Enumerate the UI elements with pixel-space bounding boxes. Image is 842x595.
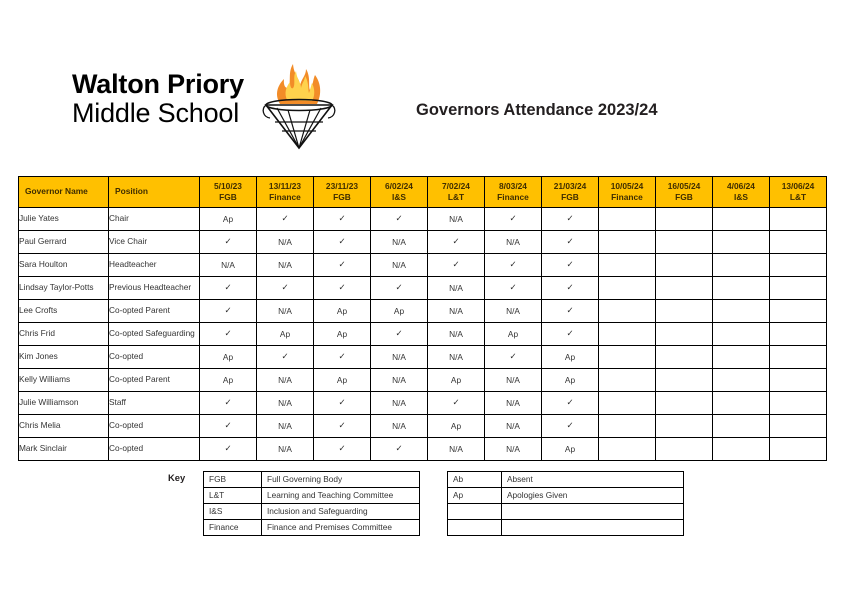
attendance-cell: N/A: [200, 253, 257, 276]
attendance-cell: [371, 207, 428, 230]
check-icon: ✓: [338, 420, 346, 430]
governor-name-cell: Paul Gerrard: [19, 230, 109, 253]
meeting-committee: Finance: [611, 191, 643, 202]
check-icon: ✓: [281, 351, 289, 361]
attendance-cell: Ap: [200, 207, 257, 230]
check-icon: ✓: [338, 351, 346, 361]
column-header-meeting-3: [314, 177, 371, 208]
key-abbreviation: [448, 504, 502, 520]
key-row-committee: [204, 472, 420, 488]
attendance-cell: [371, 437, 428, 460]
attendance-cell: [656, 345, 713, 368]
key-abbreviation: L&T: [204, 488, 262, 504]
attendance-cell: N/A: [485, 368, 542, 391]
attendance-cell: [428, 230, 485, 253]
check-icon: ✓: [281, 282, 289, 292]
attendance-cell: Ap: [542, 437, 599, 460]
attendance-cell: [314, 276, 371, 299]
attendance-cell: [770, 391, 827, 414]
attendance-cell: N/A: [257, 391, 314, 414]
attendance-cell: [656, 276, 713, 299]
attendance-cell: [257, 207, 314, 230]
check-icon: ✓: [566, 236, 574, 246]
attendance-cell: [770, 322, 827, 345]
key-table-attendance-codes: [447, 471, 684, 536]
attendance-cell: N/A: [485, 437, 542, 460]
attendance-cell: [599, 368, 656, 391]
attendance-cell: [656, 299, 713, 322]
attendance-cell: [599, 345, 656, 368]
attendance-cell: N/A: [428, 207, 485, 230]
attendance-cell: [200, 299, 257, 322]
check-icon: ✓: [566, 282, 574, 292]
key-row-committee: [204, 504, 420, 520]
attendance-cell: Ap: [371, 299, 428, 322]
attendance-cell: [656, 368, 713, 391]
governor-position-cell: Staff: [109, 391, 200, 414]
attendance-cell: [713, 391, 770, 414]
key-abbreviation: FGB: [204, 472, 262, 488]
attendance-cell: [713, 299, 770, 322]
key-meaning: Full Governing Body: [262, 472, 420, 488]
key-meaning: Apologies Given: [502, 488, 684, 504]
column-header-position: Position: [109, 177, 200, 208]
check-icon: ✓: [224, 420, 232, 430]
attendance-cell: [599, 207, 656, 230]
school-name-line-2: Middle School: [72, 97, 239, 128]
key-meaning: Absent: [502, 472, 684, 488]
column-header-meeting-11: [770, 177, 827, 208]
attendance-cell: [599, 299, 656, 322]
attendance-cell: N/A: [371, 253, 428, 276]
attendance-cell: [656, 391, 713, 414]
attendance-cell: Ap: [200, 345, 257, 368]
attendance-cell: [770, 253, 827, 276]
key-row-code: [448, 520, 684, 536]
meeting-committee: Finance: [497, 191, 529, 202]
attendance-cell: [314, 414, 371, 437]
attendance-cell: N/A: [257, 230, 314, 253]
attendance-cell: [770, 368, 827, 391]
governor-name-cell: Kelly Williams: [19, 368, 109, 391]
attendance-cell: Ap: [428, 414, 485, 437]
key-meaning: [502, 504, 684, 520]
table-body: [19, 207, 827, 460]
attendance-cell: [656, 414, 713, 437]
attendance-cell: [770, 299, 827, 322]
column-header-meeting-10: [713, 177, 770, 208]
attendance-cell: [599, 322, 656, 345]
attendance-cell: [656, 322, 713, 345]
check-icon: ✓: [338, 213, 346, 223]
attendance-cell: [713, 276, 770, 299]
attendance-cell: [599, 414, 656, 437]
attendance-cell: N/A: [485, 391, 542, 414]
column-header-meeting-2: [257, 177, 314, 208]
key-codes-body: [448, 472, 684, 536]
check-icon: ✓: [224, 397, 232, 407]
attendance-cell: [542, 391, 599, 414]
column-header-meeting-7: [542, 177, 599, 208]
attendance-cell: Ap: [257, 322, 314, 345]
attendance-cell: [542, 230, 599, 253]
check-icon: ✓: [281, 213, 289, 223]
governor-name-cell: Sara Houlton: [19, 253, 109, 276]
attendance-cell: [713, 437, 770, 460]
check-icon: ✓: [395, 282, 403, 292]
check-icon: ✓: [509, 351, 517, 361]
attendance-cell: Ap: [314, 299, 371, 322]
key-table-committees: [203, 471, 420, 536]
check-icon: ✓: [224, 282, 232, 292]
attendance-cell: [200, 322, 257, 345]
meeting-committee: L&T: [447, 191, 465, 202]
check-icon: ✓: [395, 443, 403, 453]
attendance-cell: [542, 253, 599, 276]
attendance-cell: [599, 276, 656, 299]
attendance-cell: [599, 391, 656, 414]
table-row: [19, 391, 827, 414]
check-icon: ✓: [566, 259, 574, 269]
attendance-cell: N/A: [428, 276, 485, 299]
attendance-cell: [542, 276, 599, 299]
meeting-date: 8/03/24: [499, 181, 527, 191]
attendance-cell: [485, 276, 542, 299]
attendance-cell: [599, 437, 656, 460]
attendance-cell: [713, 345, 770, 368]
meeting-date: 21/03/24: [553, 181, 587, 191]
flaming-brazier-logo-icon: [258, 52, 340, 155]
governor-position-cell: Previous Headteacher: [109, 276, 200, 299]
attendance-cell: N/A: [257, 253, 314, 276]
meeting-date: 7/02/24: [442, 181, 470, 191]
table-row: [19, 437, 827, 460]
table-row: [19, 322, 827, 345]
key-row-code: [448, 504, 684, 520]
attendance-cell: [713, 253, 770, 276]
meeting-committee: FGB: [675, 191, 693, 202]
attendance-cell: N/A: [428, 345, 485, 368]
meeting-committee: I&S: [392, 191, 406, 202]
check-icon: ✓: [452, 259, 460, 269]
key-abbreviation: Finance: [204, 520, 262, 536]
table-row: [19, 230, 827, 253]
check-icon: ✓: [338, 259, 346, 269]
check-icon: ✓: [224, 328, 232, 338]
school-branding: [72, 56, 340, 155]
check-icon: ✓: [566, 328, 574, 338]
attendance-cell: [314, 345, 371, 368]
column-header-meeting-6: [485, 177, 542, 208]
check-icon: ✓: [509, 282, 517, 292]
school-name: [72, 56, 244, 127]
meeting-date: 16/05/24: [667, 181, 701, 191]
attendance-cell: [200, 391, 257, 414]
attendance-cell: [314, 391, 371, 414]
key-meaning: Finance and Premises Committee: [262, 520, 420, 536]
column-header-meeting-4: [371, 177, 428, 208]
attendance-cell: [542, 207, 599, 230]
attendance-cell: Ap: [314, 322, 371, 345]
attendance-cell: [770, 230, 827, 253]
attendance-cell: [656, 207, 713, 230]
attendance-cell: [200, 437, 257, 460]
attendance-cell: [428, 391, 485, 414]
check-icon: ✓: [395, 213, 403, 223]
attendance-cell: [257, 276, 314, 299]
attendance-cell: [713, 414, 770, 437]
attendance-cell: [200, 230, 257, 253]
attendance-cell: [656, 230, 713, 253]
attendance-cell: [371, 276, 428, 299]
check-icon: ✓: [224, 305, 232, 315]
attendance-cell: [770, 207, 827, 230]
attendance-cell: N/A: [485, 414, 542, 437]
table-row: [19, 299, 827, 322]
attendance-cell: [314, 207, 371, 230]
attendance-cell: [770, 345, 827, 368]
attendance-cell: Ap: [428, 368, 485, 391]
meeting-committee: L&T: [789, 191, 807, 202]
governor-position-cell: Co-opted: [109, 345, 200, 368]
key-meaning: [502, 520, 684, 536]
column-header-meeting-1: [200, 177, 257, 208]
attendance-cell: [713, 322, 770, 345]
check-icon: ✓: [566, 213, 574, 223]
key-abbreviation: Ab: [448, 472, 502, 488]
attendance-cell: Ap: [200, 368, 257, 391]
attendance-cell: N/A: [371, 391, 428, 414]
column-header-meeting-9: [656, 177, 713, 208]
governor-name-cell: Chris Frid: [19, 322, 109, 345]
key-meaning: Inclusion and Safeguarding: [262, 504, 420, 520]
attendance-cell: [200, 414, 257, 437]
key-row-committee: [204, 488, 420, 504]
attendance-cell: [770, 414, 827, 437]
governor-name-cell: Lindsay Taylor-Potts: [19, 276, 109, 299]
attendance-cell: N/A: [485, 299, 542, 322]
governor-name-cell: Lee Crofts: [19, 299, 109, 322]
attendance-cell: [770, 276, 827, 299]
check-icon: ✓: [395, 328, 403, 338]
attendance-cell: [713, 207, 770, 230]
meeting-committee: Finance: [269, 191, 301, 202]
attendance-cell: [713, 368, 770, 391]
attendance-cell: N/A: [257, 437, 314, 460]
attendance-cell: N/A: [371, 345, 428, 368]
meeting-date: 13/11/23: [268, 181, 302, 191]
governor-name-cell: Kim Jones: [19, 345, 109, 368]
attendance-cell: N/A: [428, 322, 485, 345]
attendance-cell: [314, 437, 371, 460]
key-row-code: [448, 472, 684, 488]
attendance-cell: [257, 345, 314, 368]
key-meaning: Learning and Teaching Committee: [262, 488, 420, 504]
check-icon: ✓: [338, 397, 346, 407]
column-header-meeting-5: [428, 177, 485, 208]
check-icon: ✓: [338, 282, 346, 292]
check-icon: ✓: [452, 236, 460, 246]
check-icon: ✓: [566, 397, 574, 407]
attendance-cell: Ap: [542, 345, 599, 368]
attendance-cell: Ap: [485, 322, 542, 345]
attendance-cell: [713, 230, 770, 253]
governor-position-cell: Headteacher: [109, 253, 200, 276]
attendance-cell: [770, 437, 827, 460]
governor-position-cell: Chair: [109, 207, 200, 230]
governor-name-cell: Mark Sinclair: [19, 437, 109, 460]
meeting-date: 4/06/24: [727, 181, 755, 191]
attendance-cell: [485, 345, 542, 368]
attendance-cell: [485, 207, 542, 230]
attendance-cell: [314, 230, 371, 253]
governor-position-cell: Co-opted Parent: [109, 368, 200, 391]
governor-name-cell: Julie Williamson: [19, 391, 109, 414]
check-icon: ✓: [509, 259, 517, 269]
governors-attendance-table: [18, 176, 827, 461]
attendance-cell: N/A: [371, 230, 428, 253]
meeting-date: 13/06/24: [781, 181, 815, 191]
governor-position-cell: Co-opted Safeguarding: [109, 322, 200, 345]
attendance-cell: [599, 253, 656, 276]
check-icon: ✓: [452, 397, 460, 407]
attendance-cell: N/A: [485, 230, 542, 253]
page-title: Governors Attendance 2023/24: [416, 101, 658, 119]
governor-position-cell: Vice Chair: [109, 230, 200, 253]
attendance-cell: N/A: [371, 368, 428, 391]
attendance-cell: [485, 253, 542, 276]
governor-position-cell: Co-opted: [109, 437, 200, 460]
table-row: [19, 414, 827, 437]
attendance-cell: [656, 253, 713, 276]
check-icon: ✓: [566, 305, 574, 315]
governor-name-cell: Chris Melia: [19, 414, 109, 437]
attendance-cell: N/A: [257, 368, 314, 391]
governor-position-cell: Co-opted: [109, 414, 200, 437]
attendance-cell: N/A: [257, 414, 314, 437]
attendance-cell: [200, 276, 257, 299]
attendance-cell: [656, 437, 713, 460]
check-icon: ✓: [224, 443, 232, 453]
attendance-cell: [542, 299, 599, 322]
meeting-date: 5/10/23: [214, 181, 242, 191]
attendance-cell: N/A: [428, 299, 485, 322]
attendance-cell: [428, 253, 485, 276]
attendance-cell: [599, 230, 656, 253]
key-row-committee: [204, 520, 420, 536]
meeting-committee: I&S: [734, 191, 748, 202]
key-label: Key: [168, 472, 186, 483]
column-header-governor-name: Governor Name: [19, 177, 109, 208]
attendance-cell: [371, 322, 428, 345]
key-abbreviation: Ap: [448, 488, 502, 504]
attendance-cell: [314, 253, 371, 276]
column-header-meeting-8: [599, 177, 656, 208]
table-row: [19, 276, 827, 299]
meeting-committee: FGB: [561, 191, 579, 202]
governor-name-cell: Julie Yates: [19, 207, 109, 230]
governor-position-cell: Co-opted Parent: [109, 299, 200, 322]
attendance-cell: N/A: [428, 437, 485, 460]
meeting-committee: FGB: [333, 191, 351, 202]
school-name-line-1: Walton Priory: [72, 69, 244, 99]
meeting-date: 23/11/23: [325, 181, 359, 191]
table-header-row: [19, 177, 827, 208]
key-committees-body: [204, 472, 420, 536]
key-abbreviation: I&S: [204, 504, 262, 520]
table-row: [19, 207, 827, 230]
attendance-cell: Ap: [314, 368, 371, 391]
attendance-cell: [542, 414, 599, 437]
check-icon: ✓: [338, 443, 346, 453]
table-row: [19, 253, 827, 276]
key-abbreviation: [448, 520, 502, 536]
check-icon: ✓: [566, 420, 574, 430]
meeting-committee: FGB: [219, 191, 237, 202]
meeting-date: 10/05/24: [610, 181, 644, 191]
attendance-cell: [542, 322, 599, 345]
key-row-code: [448, 488, 684, 504]
check-icon: ✓: [224, 236, 232, 246]
table-row: [19, 368, 827, 391]
attendance-cell: N/A: [257, 299, 314, 322]
attendance-cell: N/A: [371, 414, 428, 437]
check-icon: ✓: [338, 236, 346, 246]
table-row: [19, 345, 827, 368]
attendance-cell: Ap: [542, 368, 599, 391]
check-icon: ✓: [509, 213, 517, 223]
meeting-date: 6/02/24: [385, 181, 413, 191]
